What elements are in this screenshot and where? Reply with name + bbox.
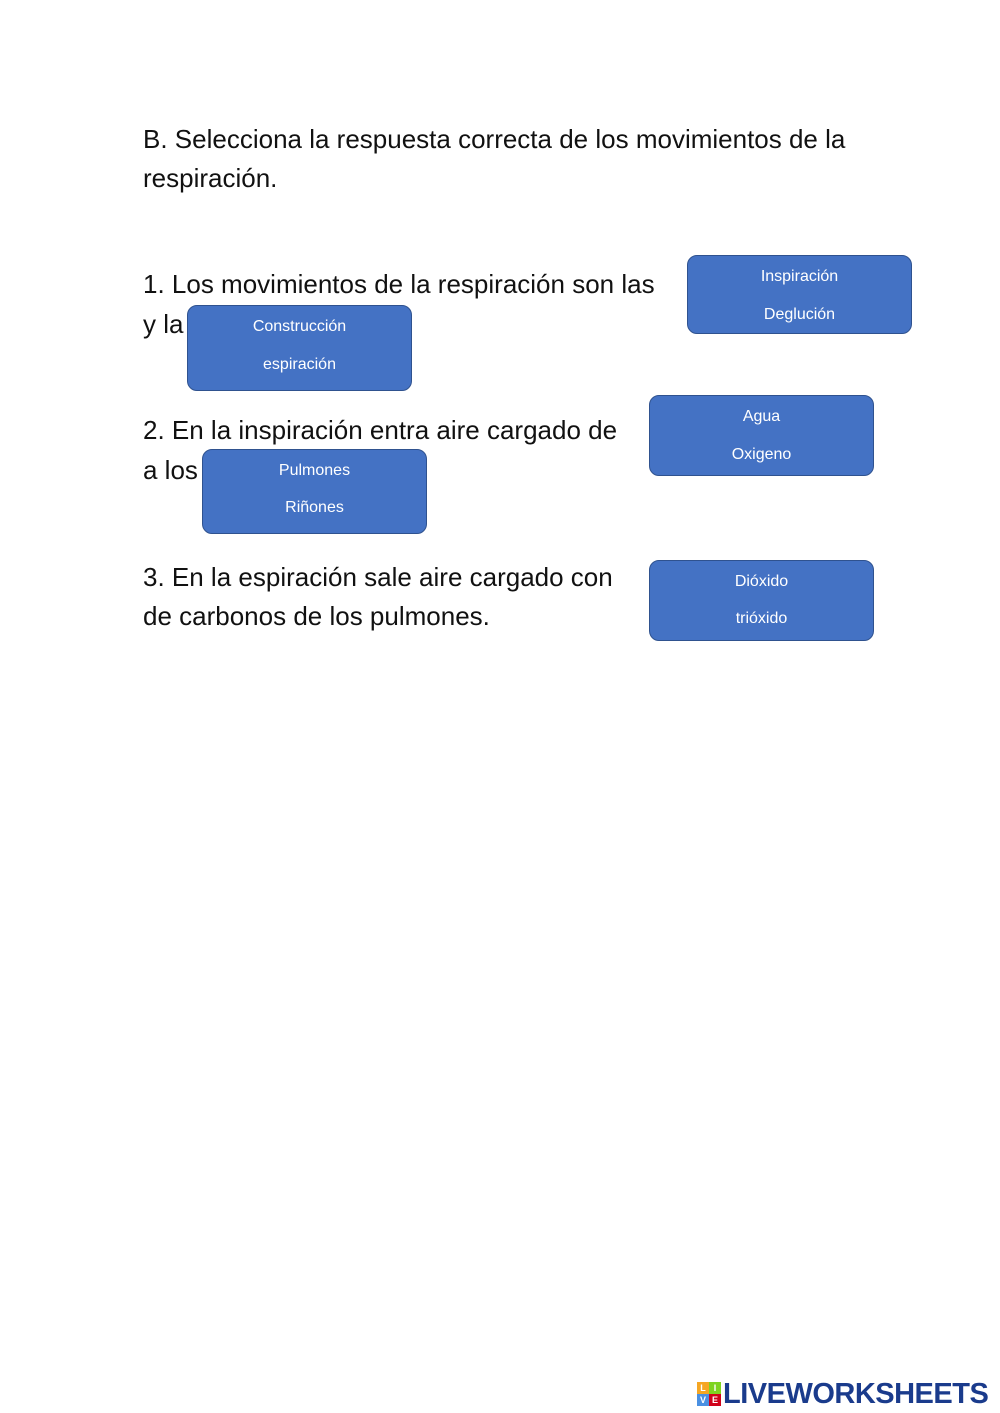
logo-letter-l: L [697,1382,709,1394]
question-1-choice-1[interactable] [687,255,912,334]
choice-option[interactable]: Inspiración [760,268,839,285]
choice-option[interactable]: Construcción [252,318,347,335]
choice-option[interactable]: Agua [742,408,781,425]
logo-letter-v: V [697,1394,709,1406]
question-1-line-1: 1. Los movimientos de la respiración son las [143,269,655,299]
worksheet-title: B. Selecciona la respuesta correcta de los movimientos de la respiración. [143,124,846,193]
choice-option[interactable]: Deglución [763,306,836,323]
question-2-line-1: 2. En la inspiración entra aire cargado de [143,415,618,445]
choice-option[interactable]: Pulmones [278,462,351,479]
question-3-line-2: de carbonos de los pulmones. [143,601,490,631]
choice-option[interactable]: trióxido [735,610,788,627]
question-2-choice-1[interactable] [649,395,874,476]
choice-option[interactable]: espiración [263,356,336,373]
logo-letter-e: E [709,1394,721,1406]
liveworksheets-logo [697,1378,988,1410]
question-3-line-1: 3. En la espiración sale aire cargado con [143,562,613,592]
question-3-choice-1[interactable] [649,560,874,641]
liveworksheets-logo-text: LIVEWORKSHEETS [723,1377,989,1410]
question-2-line-2: a los [143,455,198,485]
choice-option[interactable]: Oxigeno [731,446,792,463]
question-2-choice-2[interactable] [202,449,427,534]
logo-letter-i: I [709,1382,721,1394]
question-1-choice-2[interactable] [187,305,412,391]
question-1-line-2: y la [143,309,184,339]
choice-option[interactable]: Dióxido [734,573,789,590]
choice-option[interactable]: Riñones [285,499,344,516]
liveworksheets-logo-icon [697,1382,721,1406]
